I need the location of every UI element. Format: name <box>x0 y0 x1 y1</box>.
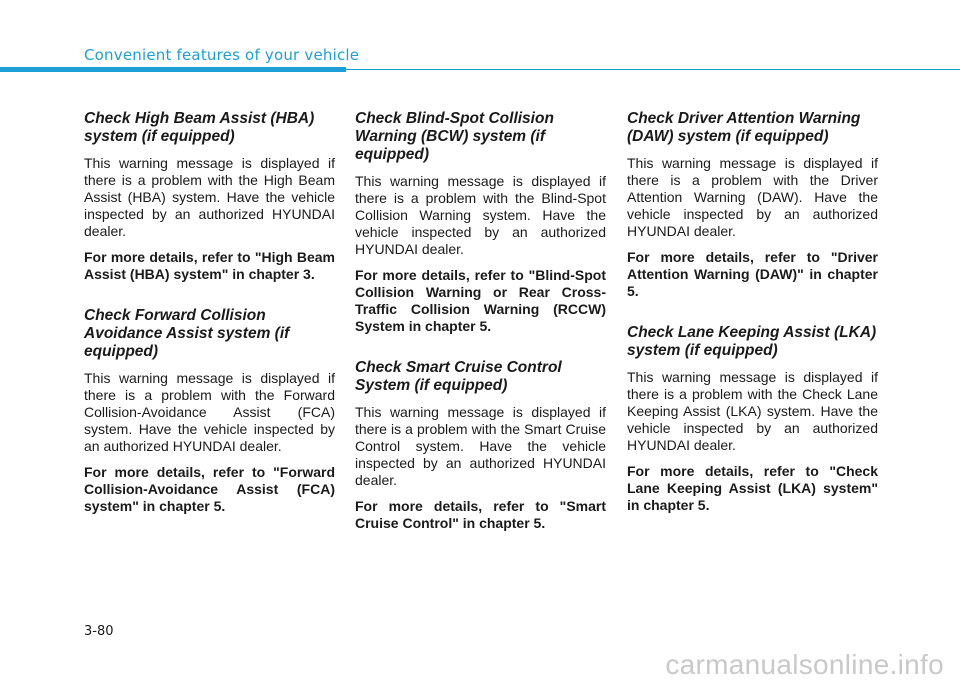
watermark: carmanualsonline.info <box>665 649 944 680</box>
section-heading: Check Blind-Spot Collision Warning (BCW) system (if equipped) <box>355 110 554 163</box>
warning-section-fca <box>84 307 335 515</box>
page-number: 3-80 <box>84 624 114 639</box>
section-heading: Check Lane Keeping Assist (LKA) system (if equipped) <box>627 324 877 359</box>
column-2 <box>355 110 606 556</box>
header-rule-thick <box>0 67 346 72</box>
section-heading: Check Driver Attention Warning (DAW) system (if equipped) <box>627 110 861 145</box>
section-reference: For more details, refer to "Forward Collision-Avoidance Assist (FCA) system" in chapter 5. <box>84 464 335 514</box>
warning-section-bcw <box>355 110 606 335</box>
section-body: This warning message is displayed if there is a problem with the Blind-Spot Collision Warning system. Have the vehicle inspected by an authorized HYUNDAI dealer. <box>355 173 606 257</box>
section-reference: For more details, refer to "Smart Cruise Control" in chapter 5. <box>355 498 606 531</box>
section-reference: For more details, refer to "High Beam Assist (HBA) system" in chapter 3. <box>84 249 335 282</box>
section-body: This warning message is displayed if there is a problem with the Check Lane Keeping Assist (LKA) system. Have the vehicle inspected by an authorized HYUNDAI dealer. <box>627 369 878 453</box>
section-reference: For more details, refer to "Blind-Spot Collision Warning or Rear Cross-Traffic Collision Warning (RCCW) System in chapter 5. <box>355 267 606 334</box>
section-body: This warning message is displayed if there is a problem with the High Beam Assist (HBA) system. Have the vehicle inspected by an authorized HYUNDAI dealer. <box>84 155 335 239</box>
section-heading: Check Smart Cruise Control System (if equipped) <box>355 359 562 394</box>
section-reference: For more details, refer to "Check Lane Keeping Assist (LKA) system" in chapter 5. <box>627 463 878 513</box>
column-3 <box>627 110 878 538</box>
section-heading: Check Forward Collision Avoidance Assist system (if equipped) <box>84 307 290 360</box>
section-body: This warning message is displayed if there is a problem with the Smart Cruise Control system. Have the vehicle inspected by an authorized HYUNDAI dealer. <box>355 404 606 488</box>
section-reference: For more details, refer to "Driver Attention Warning (DAW)" in chapter 5. <box>627 249 878 299</box>
section-body: This warning message is displayed if there is a problem with the Driver Attention Warning (DAW). Have the vehicle inspected by an authorized HYUNDAI dealer. <box>627 155 878 239</box>
warning-section-hba <box>84 110 335 283</box>
warning-section-scc <box>355 359 606 532</box>
column-1 <box>84 110 335 539</box>
header-rule-thin <box>346 69 960 70</box>
section-title: Convenient features of your vehicle <box>84 46 360 64</box>
warning-section-lka <box>627 324 878 514</box>
section-heading: Check High Beam Assist (HBA) system (if equipped) <box>84 110 315 145</box>
section-body: This warning message is displayed if there is a problem with the Forward Collision-Avoidance Assist (FCA) system. Have the vehicle inspected by an authorized HYUNDAI dealer. <box>84 370 335 454</box>
warning-section-daw <box>627 110 878 300</box>
header-rule <box>0 67 960 72</box>
